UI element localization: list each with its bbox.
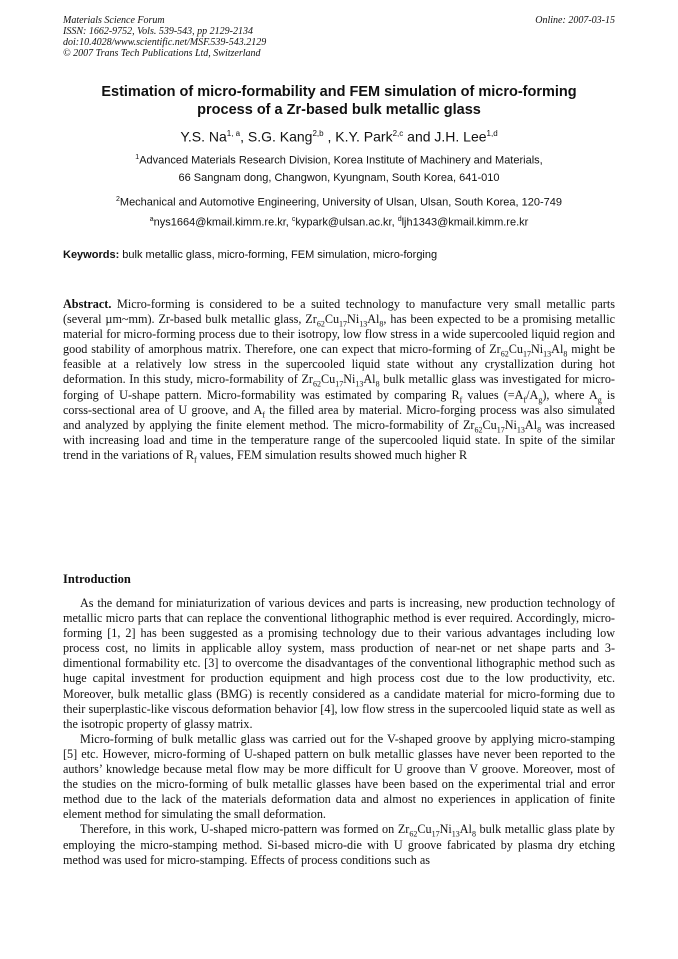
- subscript: 13: [543, 349, 552, 359]
- paper-title: [63, 83, 615, 119]
- subscript: 13: [451, 829, 460, 839]
- subscript: 8: [563, 349, 568, 359]
- abstract-text: the filled area by material. Micro-forging process was also simulated and analyzed by applying the finite element method. The micro-formability of Zr: [63, 402, 615, 432]
- affiliation-1: [63, 151, 615, 168]
- subscript: f: [459, 395, 463, 404]
- affiliation-line: Mechanical and Automotive Engineering, University of Ulsan, Ulsan, South Korea, 120-749: [119, 196, 562, 209]
- copyright-line: © 2007 Trans Tech Publications Ltd, Switzerland: [63, 48, 261, 59]
- abstract-text: values, FEM simulation results showed much higher R: [196, 447, 468, 462]
- abstract-text: Cu: [508, 342, 523, 357]
- abstract-text: Al: [524, 417, 538, 432]
- issn-line: ISSN: 1662-9752, Vols. 539-543, pp 2129-2134: [63, 26, 253, 37]
- title-line-2: process of a Zr-based bulk metallic glass: [197, 102, 481, 118]
- subscript: 17: [496, 425, 505, 435]
- author-sep: and: [403, 128, 435, 145]
- subscript: 8: [471, 829, 476, 839]
- author-name: J.H. Lee: [434, 128, 487, 145]
- subscript: 17: [335, 379, 344, 389]
- abstract-text: Micro-forming is considered to be a suited technology to manufacture very small metallic parts (several µm~mm). Zr-based bulk metallic glass, Zr: [63, 297, 615, 327]
- abstract-text: might be feasible at a relatively low stress in the supercooled liquid state without any crystallization during hot deformation. In this study, micro-formability of Zr: [63, 342, 615, 387]
- author-list: [63, 125, 615, 146]
- subscript: 62: [500, 349, 509, 359]
- subscript: f: [523, 395, 527, 404]
- email-sup: a: [149, 216, 154, 223]
- intro-paragraph: As the demand for miniaturization of various devices and parts is increasing, new production technology of metallic micro parts that can replace the conventional lithographic method is ever required. Accordingly, micro-forming [1, 2] has been suggested as a promising technology due to their various advantages including low process cost, no limits in applicable alloy system, mass production of near-net or net shape parts and 3-dimentional formability etc. [3] to overcome the disadvantages of the conventional lithographic method such as huge capital investment for production equipment and high process cost due to the low productivity, etc. Moreover, bulk metallic glass (BMG) is recently considered as a candidate material for micro-forming due to their superplastic-like viscous deformation behavior [4], low flow stress in the supercooled liquid state as well as the isotropic property of glassy matrix.: [63, 596, 615, 731]
- keywords: [63, 249, 615, 262]
- journal-name: Materials Science Forum: [63, 15, 165, 26]
- online-date: Online: 2007-03-15: [535, 15, 615, 26]
- abstract: [63, 297, 615, 463]
- abstract-text: , has been expected to be a promising metallic material for micro-forming process due to their isotropy, low flow stress in a wide supercooled liquid region and good stability of amorphous matrix. Therefore, one can expect that micro-forming of Zr: [63, 312, 615, 357]
- email-sup: c: [291, 216, 296, 223]
- abstract-text: was increased with increasing load and time in the temperature range of the supercooled liquid state. In spite of the similar trend in the variations of R: [63, 417, 615, 462]
- affiliation-line: 66 Sangnam dong, Changwon, Kyungnam, South Korea, 641-010: [178, 172, 500, 184]
- subscript: g: [597, 395, 602, 404]
- email-sup: d: [397, 216, 402, 223]
- email-link[interactable]: ljh1343@kmail.kimm.re.kr: [401, 216, 529, 229]
- abstract-text: Cu: [320, 372, 336, 387]
- intro-text: Therefore, in this work, U-shaped micro-pattern was formed on Zr: [80, 822, 410, 837]
- intro-paragraph: Micro-forming of bulk metallic glass was carried out for the V-shaped groove by applying micro-stamping [5] etc. However, micro-forming of U-shaped pattern on bulk metallic glasses have never been reported to the authors’ knowledge because metal flow may be more difficult for U groove than V groove. Moreover, most of the studies on the micro-forming of bulk metallic glasses have been based on the experimental trial and error method due to the lack of the materials deformation data and almost no experiences in application of finite element method for simulating the small deformation.: [63, 731, 615, 822]
- subscript: 62: [474, 425, 483, 435]
- author-sup: 1, a: [226, 129, 241, 138]
- author-sup: 2,c: [392, 129, 404, 138]
- subscript: 62: [409, 829, 418, 839]
- affiliation-sup: 1: [135, 154, 140, 161]
- affiliation-sup: 2: [116, 196, 120, 203]
- section-heading-introduction: Introduction: [63, 572, 131, 586]
- abstract-text: Al: [367, 312, 380, 327]
- abstract-text: Cu: [482, 417, 497, 432]
- subscript: 62: [312, 379, 321, 389]
- author-sep: ,: [240, 128, 248, 145]
- abstract-text: /A: [526, 387, 539, 402]
- author-sup: 2,b: [312, 129, 324, 138]
- subscript: 17: [431, 829, 440, 839]
- intro-text: Al: [459, 822, 472, 837]
- keywords-label: Keywords:: [63, 249, 120, 261]
- abstract-text: values (=A: [462, 387, 524, 402]
- abstract-text: is corss-sectional area of U groove, and A: [63, 387, 615, 417]
- title-line-1: Estimation of micro-formability and FEM simulation of micro-forming: [101, 84, 577, 100]
- author-name: Y.S. Na: [180, 128, 227, 145]
- abstract-text: Ni: [347, 312, 360, 327]
- subscript: 17: [522, 349, 531, 359]
- journal-header: [63, 15, 615, 59]
- email-list: [63, 213, 615, 230]
- author-name: S.G. Kang: [247, 128, 313, 145]
- subscript: 8: [375, 379, 380, 389]
- abstract-text: ), where A: [542, 387, 598, 402]
- subscript: f: [262, 410, 266, 420]
- abstract-text: Ni: [530, 342, 544, 357]
- affiliation-1-address: [63, 172, 615, 185]
- introduction-body: [63, 596, 615, 868]
- subscript: 13: [516, 425, 525, 435]
- intro-text: Cu: [417, 822, 432, 837]
- abstract-text: Cu: [324, 312, 340, 327]
- intro-text: Ni: [439, 822, 452, 837]
- subscript: 13: [355, 379, 364, 389]
- affiliation-line: Advanced Materials Research Division, Korea Institute of Machinery and Materials,: [139, 154, 543, 167]
- doi-line: doi:10.4028/www.scientific.net/MSF.539-543.2129: [63, 37, 267, 48]
- subscript: 8: [537, 425, 542, 435]
- abstract-text: Al: [551, 342, 564, 357]
- affiliation-2: [63, 193, 615, 210]
- abstract-text: Ni: [343, 372, 356, 387]
- abstract-text: bulk metallic glass was investigated for micro-forging of U-shape pattern. Micro-formability was estimated by comparing R: [63, 372, 615, 402]
- subscript: f: [194, 455, 197, 465]
- keywords-text: bulk metallic glass, micro-forming, FEM simulation, micro-forging: [119, 249, 438, 261]
- author-sep: ,: [323, 128, 336, 145]
- abstract-text: Al: [363, 372, 376, 387]
- abstract-text: Ni: [504, 417, 517, 432]
- subscript: 17: [339, 319, 348, 329]
- subscript: g: [538, 395, 543, 404]
- subscript: 13: [359, 319, 368, 329]
- email-link[interactable]: kypark@ulsan.ac.kr,: [295, 216, 398, 229]
- email-link[interactable]: nys1664@kmail.kimm.re.kr,: [153, 216, 292, 229]
- intro-text: bulk metallic glass plate by employing the micro-stamping method. Si-based micro-die with U groove fabricated by plasma dry etching method was used for micro-stamping. Effects of process conditions such as: [63, 822, 615, 867]
- subscript: 62: [316, 319, 325, 329]
- author-name: K.Y. Park: [335, 128, 393, 145]
- intro-paragraph: [63, 822, 615, 867]
- author-sup: 1,d: [486, 129, 498, 138]
- subscript: 8: [379, 319, 384, 329]
- abstract-label: Abstract.: [63, 297, 112, 311]
